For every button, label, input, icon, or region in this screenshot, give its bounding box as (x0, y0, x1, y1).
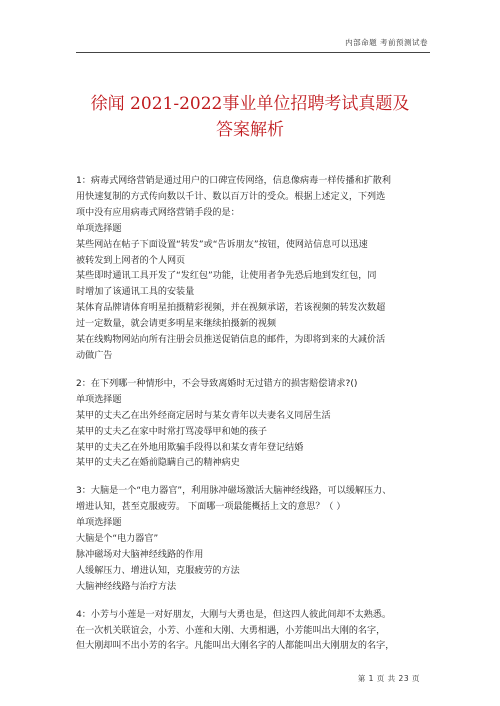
question-stem-line: 1：病毒式网络营销是通过用户的口碑宣传网络，信息像病毒一样传播和扩散利 (76, 176, 391, 186)
question-list (76, 174, 432, 667)
question-block (76, 174, 432, 365)
question-type: 单项选择题 (76, 518, 122, 529)
answer-option: 某甲的丈夫乙在外地用欺骗手段得以和某女青年登记结婚 (76, 442, 304, 453)
answer-option: 某甲的丈夫乙在婚前隐瞒自己的精神病史 (76, 458, 240, 469)
question-stem-line: 用快速复制的方式传向数以千计、数以百万计的受众。根据上述定义，下列选 (76, 191, 386, 202)
question-stem-line: 在一次机关联谊会，小芳、小莲和大刚、大勇相遇，小芳能叫出大刚的名字， (76, 625, 386, 636)
question-block (76, 608, 432, 656)
answer-option: 某些即时通讯工具开发了“发红包”功能，让使用者争先恐后地到发红包，同 (76, 271, 377, 282)
question-type: 单项选择题 (76, 223, 122, 234)
question-block (76, 377, 432, 472)
answer-option: 大脑神经线路与治疗方法 (76, 581, 177, 592)
question-stem-line: 但大刚却叫不出小芳的名字。凡能叫出大刚名字的人都能叫出大刚朋友的名字， (76, 641, 395, 652)
header-divider (76, 52, 430, 53)
answer-option: 动做广告 (76, 350, 113, 361)
page-footer: 第 1 页 共 23 页 (357, 674, 420, 683)
answer-option: 大脑是个“电力器官” (76, 534, 159, 545)
question-stem-line: 项中没有应用病毒式网络营销手段的是： (76, 207, 240, 218)
document-title (60, 91, 440, 143)
answer-option: 某些网站在帖子下面设置“转发”或“告诉朋友”按钮，使网站信息可以迅速 (76, 239, 368, 250)
answer-option: 某体育品牌请体育明星拍摄精彩视频，并在视频承诺，若该视频的转发次数超 (76, 303, 386, 314)
question-stem-line: 2：在下列哪一种情形中，不会导致离婚时无过错方的损害赔偿请求?() (76, 378, 358, 389)
question-stem-line: 3：大脑是一个“电力器官”，利用脉冲磁场激活大脑神经线路，可以缓解压力、 (76, 486, 392, 497)
answer-option: 某在线购物网站向所有注册会员推送促销信息的邮件，为即将到来的大减价活 (76, 335, 386, 346)
question-type: 单项选择题 (76, 394, 122, 405)
answer-option: 过一定数量，就会请更多明星来继续拍摄新的视频 (76, 319, 277, 330)
question-stem-line: 增进认知，甚至克服疲劳。 下面哪一项最能概括上文的意思？（ ） (76, 502, 346, 513)
answer-option: 脉冲磁场对大脑神经线路的作用 (76, 549, 204, 560)
answer-option: 某甲的丈夫乙在出外经商定居时与某女青年以夫妻名义同居生活 (76, 410, 331, 421)
question-stem-line: 4：小芳与小莲是一对好朋友，大刚与大勇也是，但这四人彼此间却不太熟悉。 (76, 609, 391, 620)
answer-option: 被转发到上网者的个人网页 (76, 255, 186, 266)
answer-option: 某甲的丈夫乙在家中时常打骂凌辱甲和她的孩子 (76, 426, 267, 437)
header-note: 内部命题 考前预测试卷 (345, 38, 428, 47)
answer-option: 人缓解压力、增进认知，克服疲劳的方法 (76, 565, 240, 576)
answer-option: 时增加了该通讯工具的安装量 (76, 287, 195, 298)
question-block (76, 484, 432, 595)
title-line-2: 答案解析 (216, 120, 284, 141)
title-line-1: 徐闻 2021-2022事业单位招聘考试真题及 (90, 94, 410, 115)
